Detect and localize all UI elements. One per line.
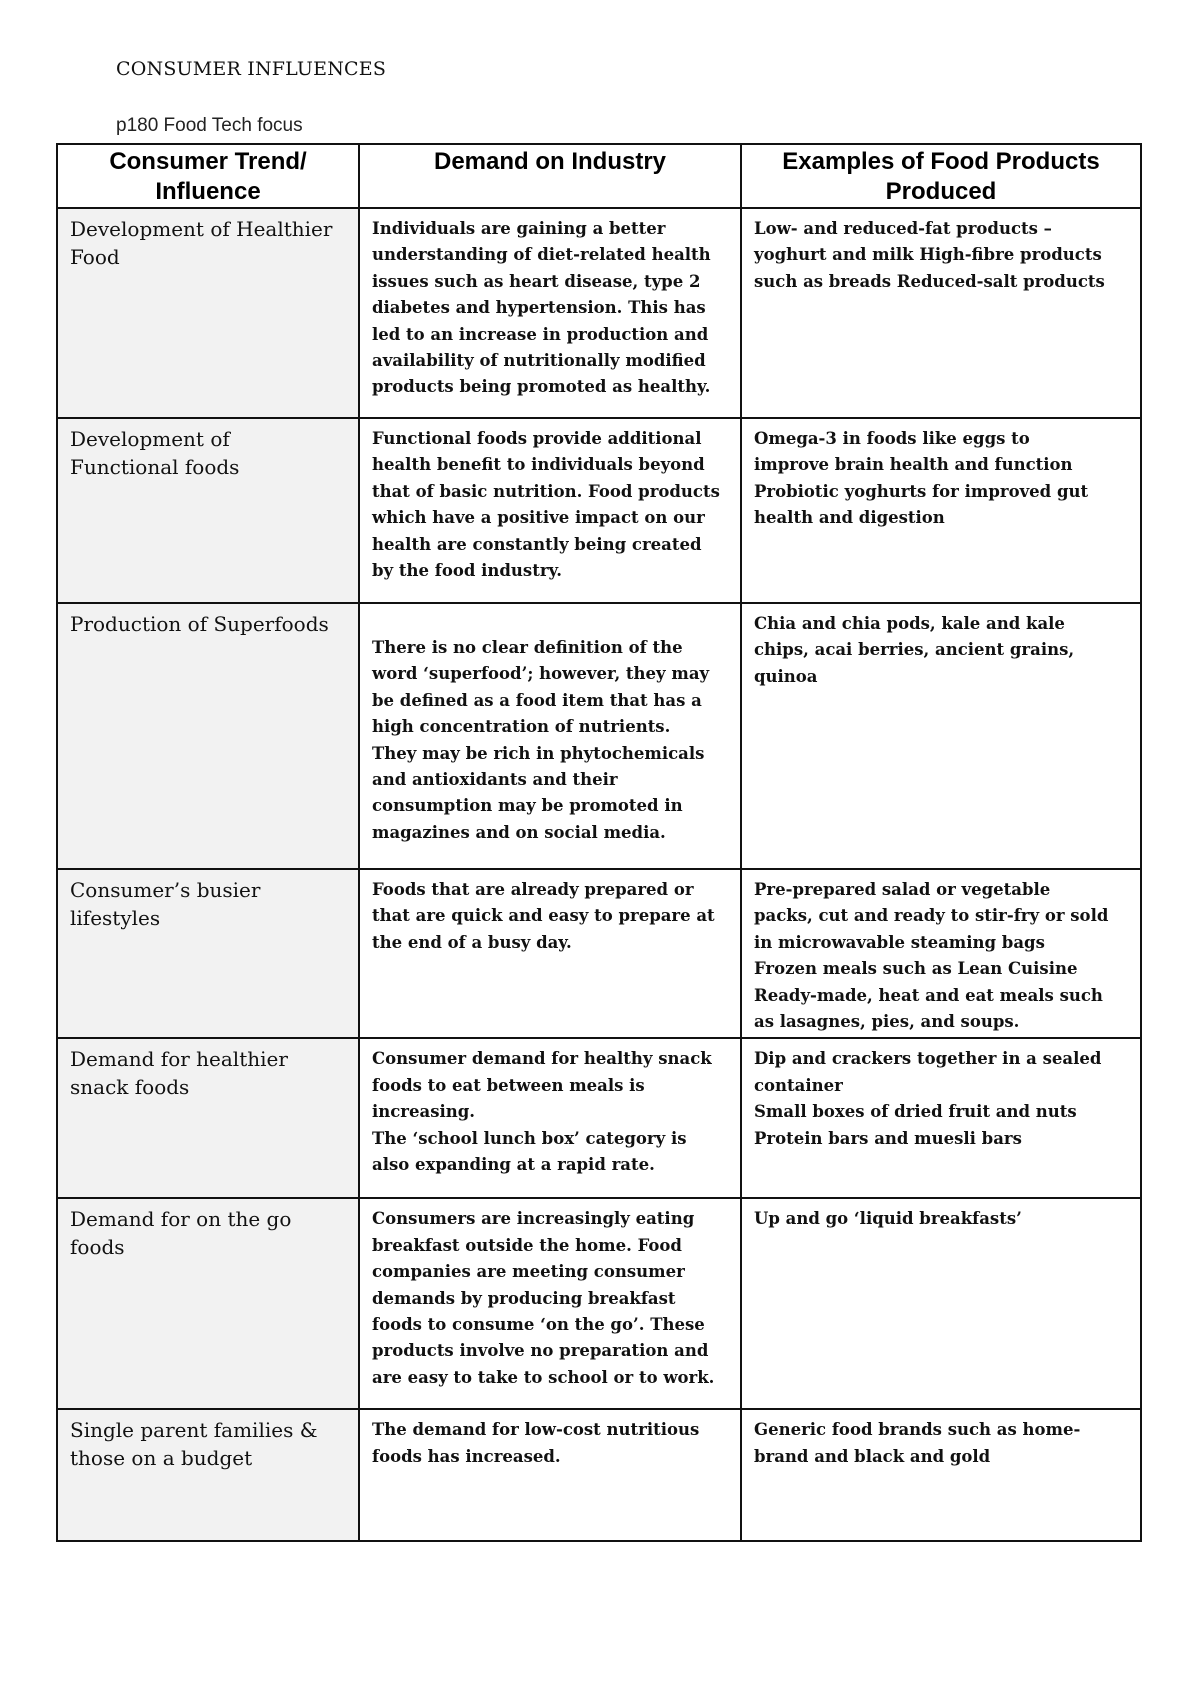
examples-cell bbox=[741, 1409, 1141, 1541]
cell-line: foods has increased. bbox=[372, 1446, 561, 1466]
trend-cell bbox=[57, 603, 359, 869]
cell-line: Consumer demand for healthy snack bbox=[372, 1049, 712, 1069]
demand-cell bbox=[359, 1198, 741, 1409]
cell-line: Production of Superfoods bbox=[70, 612, 329, 636]
header-line: Demand on Industry bbox=[433, 148, 667, 175]
examples-cell bbox=[741, 603, 1141, 869]
examples-cell bbox=[741, 1198, 1141, 1409]
cell-line: Demand for healthier bbox=[70, 1047, 288, 1072]
cell-line: Consumer’s busier bbox=[70, 878, 261, 902]
cell-line: Food bbox=[70, 245, 120, 269]
cell-line: Foods that are already prepared or bbox=[372, 880, 694, 899]
cell-line: Pre-prepared salad or vegetable bbox=[754, 880, 1051, 899]
header-examples bbox=[741, 144, 1141, 208]
demand-cell bbox=[359, 208, 741, 418]
trend-cell bbox=[57, 1198, 359, 1409]
cell-line: Dip and crackers together in a sealed bbox=[754, 1049, 1102, 1069]
cell-line: also expanding at a rapid rate. bbox=[372, 1155, 655, 1175]
cell-line: by the food industry. bbox=[372, 561, 562, 581]
cell-line: quinoa bbox=[754, 666, 818, 686]
cell-line: container bbox=[754, 1075, 843, 1095]
examples-cell bbox=[741, 869, 1141, 1038]
cell-line: Protein bars and muesli bars bbox=[754, 1128, 1022, 1148]
document-subtitle: p180 Food Tech focus bbox=[116, 115, 303, 136]
cell-line: Consumers are increasingly eating bbox=[372, 1209, 695, 1229]
cell-line: breakfast outside the home. Food bbox=[372, 1235, 682, 1255]
cell-line: health and digestion bbox=[754, 508, 945, 528]
cell-line: Frozen meals such as Lean Cuisine bbox=[754, 959, 1078, 979]
header-line: Influence bbox=[155, 178, 261, 205]
table-row bbox=[57, 1198, 1141, 1409]
table-row bbox=[57, 1409, 1141, 1541]
cell-line: Low- and reduced-fat products – bbox=[754, 219, 1052, 238]
cell-line: Development of bbox=[70, 427, 230, 451]
header-line: Examples of Food Products bbox=[782, 148, 1100, 175]
demand-cell bbox=[359, 1409, 741, 1541]
trend-cell bbox=[57, 208, 359, 418]
cell-line: foods bbox=[70, 1235, 125, 1260]
cell-line: Ready-made, heat and eat meals such bbox=[754, 985, 1103, 1005]
table-row bbox=[57, 869, 1141, 1038]
cell-line: as lasagnes, pies, and soups. bbox=[754, 1012, 1020, 1032]
trend-cell bbox=[57, 1409, 359, 1541]
cell-line: yoghurt and milk High-fibre products bbox=[754, 245, 1102, 265]
cell-line: packs, cut and ready to stir-fry or sold bbox=[754, 906, 1109, 926]
cell-line: foods to consume ‘on the go’. These bbox=[372, 1315, 705, 1335]
trend-cell bbox=[57, 869, 359, 1038]
cell-line: chips, acai berries, ancient grains, bbox=[754, 640, 1075, 660]
header-line: Consumer Trend/ bbox=[109, 148, 307, 175]
cell-line: snack foods bbox=[70, 1075, 190, 1100]
table-header-row bbox=[57, 144, 1141, 208]
cell-line: Individuals are gaining a better bbox=[372, 219, 666, 238]
trend-cell bbox=[57, 1038, 359, 1198]
document-title: CONSUMER INFLUENCES bbox=[116, 58, 387, 80]
cell-line: The ‘school lunch box’ category is bbox=[372, 1128, 687, 1148]
cell-line: such as breads Reduced-salt products bbox=[754, 271, 1105, 291]
cell-line: Chia and chia pods, kale and kale bbox=[754, 614, 1065, 633]
examples-cell bbox=[741, 208, 1141, 418]
table-row bbox=[57, 208, 1141, 418]
cell-line: foods to eat between meals is bbox=[372, 1075, 645, 1095]
cell-line: Development of Healthier bbox=[70, 217, 333, 241]
cell-line: Functional foods bbox=[70, 455, 240, 479]
cell-line: Functional foods provide additional bbox=[372, 429, 702, 448]
trend-cell bbox=[57, 418, 359, 603]
cell-line: health are constantly being created bbox=[372, 534, 702, 554]
cell-line: demands by producing breakfast bbox=[372, 1288, 676, 1308]
cell-line: those on a budget bbox=[70, 1446, 253, 1471]
cell-line: The demand for low-cost nutritious bbox=[372, 1420, 700, 1440]
table-row bbox=[57, 1038, 1141, 1198]
table-row bbox=[57, 418, 1141, 603]
cell-line: that are quick and easy to prepare at bbox=[372, 906, 715, 926]
cell-line: brand and black and gold bbox=[754, 1446, 991, 1466]
cell-line: Demand for on the go bbox=[70, 1207, 292, 1232]
cell-line: Single parent families & bbox=[70, 1418, 318, 1443]
header-demand-on-industry bbox=[359, 144, 741, 208]
table-row bbox=[57, 603, 1141, 869]
cell-line: that of basic nutrition. Food products bbox=[372, 481, 720, 501]
cell-line: high concentration of nutrients. bbox=[372, 717, 671, 737]
cell-line: Up and go ‘liquid breakfasts’ bbox=[754, 1209, 1022, 1229]
consumer-influences-table bbox=[56, 143, 1142, 1542]
cell-line: which have a positive impact on our bbox=[372, 508, 705, 528]
cell-line: understanding of diet-related health bbox=[372, 245, 711, 265]
cell-line: issues such as heart disease, type 2 bbox=[372, 271, 701, 291]
demand-cell bbox=[359, 1038, 741, 1198]
table-body bbox=[57, 208, 1141, 1541]
examples-cell bbox=[741, 418, 1141, 603]
cell-line: word ‘superfood’; however, they may bbox=[372, 664, 710, 684]
demand-cell bbox=[359, 603, 741, 869]
cell-line: diabetes and hypertension. This has bbox=[372, 298, 706, 318]
cell-line: the end of a busy day. bbox=[372, 932, 572, 952]
cell-line: Small boxes of dried fruit and nuts bbox=[754, 1102, 1077, 1122]
cell-line: are easy to take to school or to work. bbox=[372, 1367, 715, 1387]
cell-line: increasing. bbox=[372, 1102, 476, 1122]
header-consumer-trend bbox=[57, 144, 359, 208]
cell-line: companies are meeting consumer bbox=[372, 1262, 685, 1282]
cell-line: led to an increase in production and bbox=[372, 324, 709, 344]
cell-line: improve brain health and function bbox=[754, 455, 1073, 475]
cell-line: Omega-3 in foods like eggs to bbox=[754, 429, 1030, 448]
cell-line: products involve no preparation and bbox=[372, 1341, 709, 1361]
cell-line: health benefit to individuals beyond bbox=[372, 455, 705, 475]
cell-line: magazines and on social media. bbox=[372, 822, 666, 842]
cell-line: There is no clear definition of the bbox=[372, 638, 683, 657]
cell-line: availability of nutritionally modified bbox=[372, 351, 706, 371]
cell-line: Generic food brands such as home- bbox=[754, 1420, 1081, 1440]
cell-line: in microwavable steaming bags bbox=[754, 932, 1045, 952]
cell-line: products being promoted as healthy. bbox=[372, 377, 711, 397]
header-line: Produced bbox=[885, 178, 997, 205]
examples-cell bbox=[741, 1038, 1141, 1198]
demand-cell bbox=[359, 418, 741, 603]
cell-line: consumption may be promoted in bbox=[372, 796, 683, 816]
cell-line: Probiotic yoghurts for improved gut bbox=[754, 481, 1089, 501]
cell-line: They may be rich in phytochemicals bbox=[372, 743, 705, 763]
cell-line: lifestyles bbox=[70, 906, 161, 930]
cell-line: and antioxidants and their bbox=[372, 770, 618, 790]
cell-line: be defined as a food item that has a bbox=[372, 690, 702, 710]
demand-cell bbox=[359, 869, 741, 1038]
